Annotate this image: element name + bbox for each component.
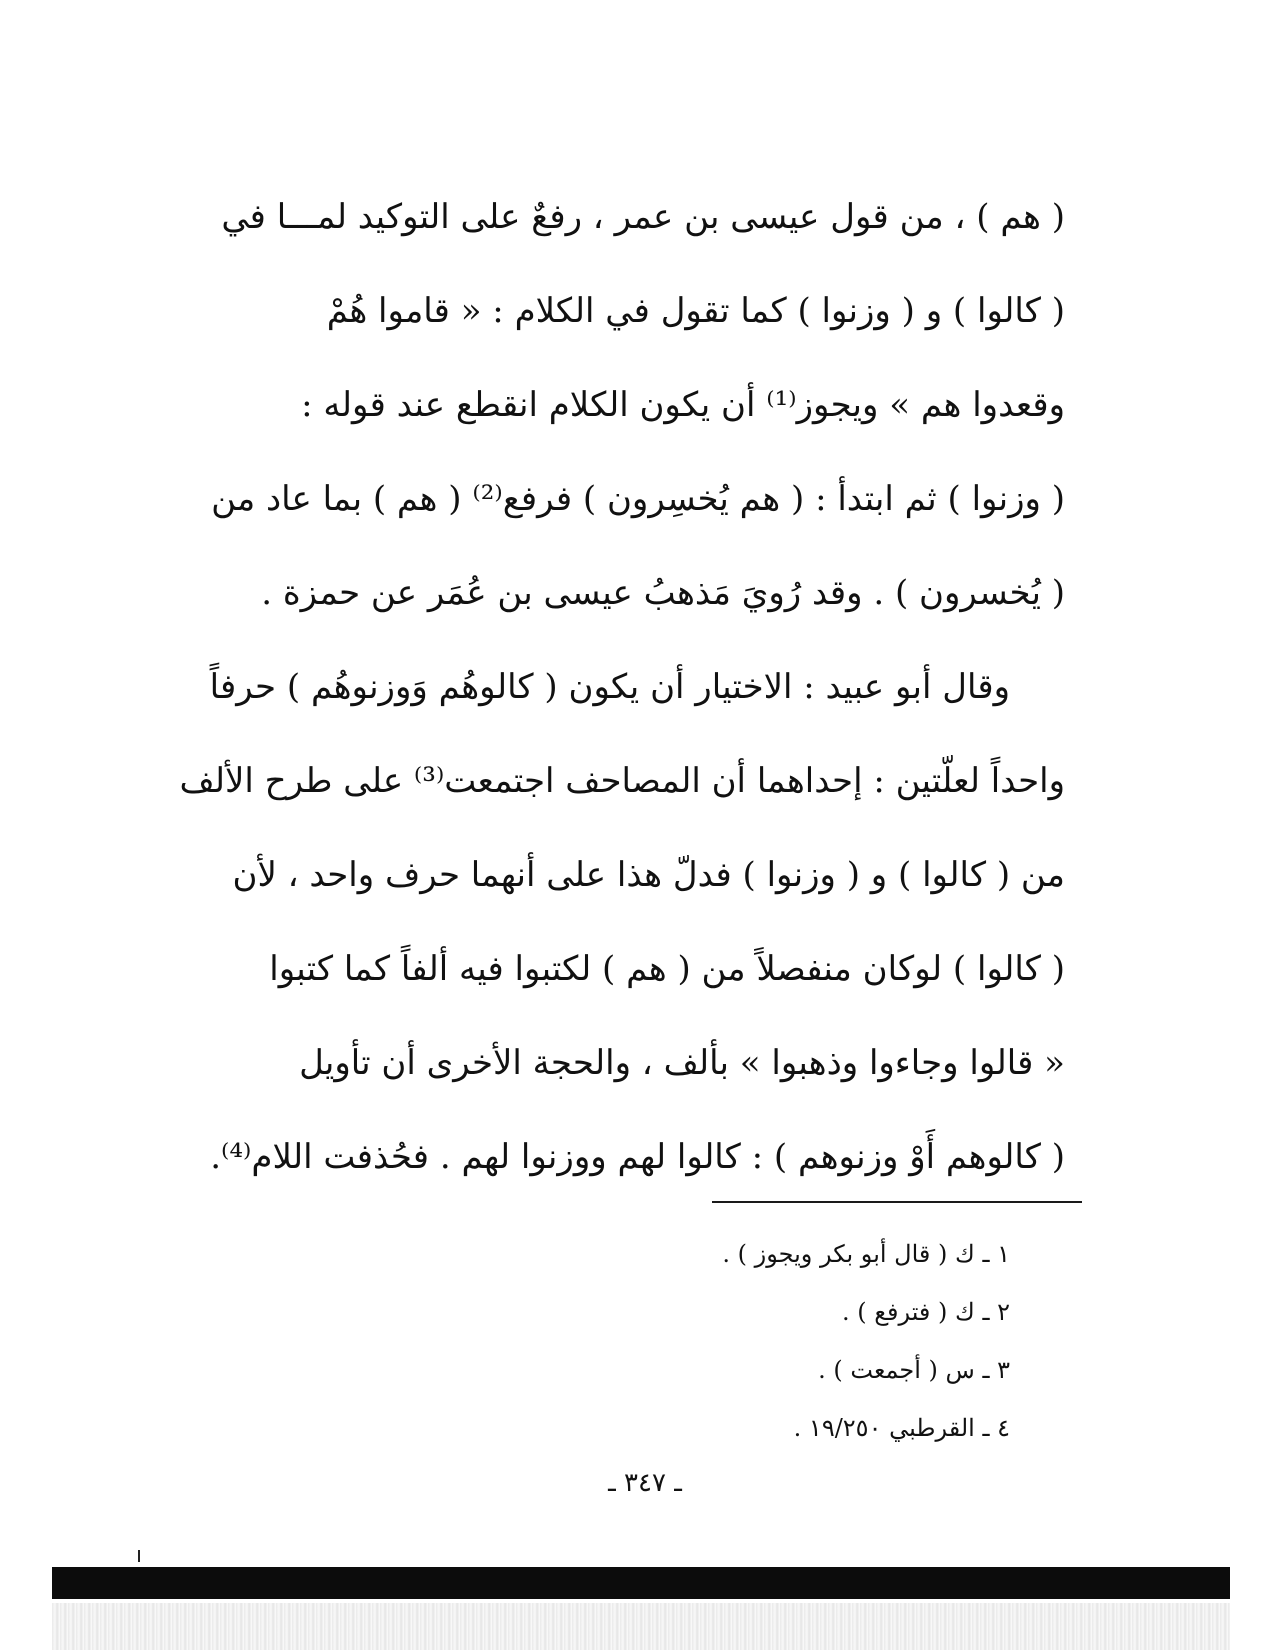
text-line: ( كالوهم أَوْ وزنوهم ) : كالوا لهم ووزنوا لهم . فحُذفت اللام⁽⁴⁾. xyxy=(210,1137,1065,1177)
text-line: من ( كالوا ) و ( وزنوا ) فدلّ هذا على أنهما حرف واحد ، لأن xyxy=(232,855,1065,895)
scan-edge-bar xyxy=(52,1567,1230,1599)
footnote-divider xyxy=(712,1201,1082,1203)
text-line: « قالوا وجاءوا وذهبوا » بألف ، والحجة الأخرى أن تأويل xyxy=(299,1043,1065,1083)
text-line: واحداً لعلّتين : إحداهما أن المصاحف اجتمعت⁽³⁾ على طرح الألف xyxy=(179,761,1065,801)
footnotes xyxy=(560,1225,1010,1457)
scan-edge-noise xyxy=(52,1603,1230,1650)
paragraph-1 xyxy=(211,170,1065,640)
paragraph-2 xyxy=(179,640,1065,1204)
text-line: ( كالوا ) و ( وزنوا ) كما تقول في الكلام : « قاموا هُمْ xyxy=(326,291,1065,331)
text-line: وقعدوا هم » ويجوز⁽¹⁾ أن يكون الكلام انقطع عند قوله : xyxy=(301,385,1065,425)
text-line: ( هم ) ، من قول عيسى بن عمر ، رفعٌ على التوكيد لمـــا في xyxy=(221,197,1065,237)
page-number: ـ ٣٤٧ ـ xyxy=(608,1468,682,1498)
text-line: ( يُخسرون ) . وقد رُويَ مَذهبُ عيسى بن عُمَر عن حمزة . xyxy=(261,573,1065,613)
text-line: ( وزنوا ) ثم ابتدأ : ( هم يُخسِرون ) فرفع⁽²⁾ ( هم ) بما عاد من xyxy=(211,479,1065,519)
footnote-1: ١ ـ ك ( قال أبو بكر ويجوز ) . xyxy=(722,1240,1010,1268)
footnote-4: ٤ ـ القرطبي ١٩/٢٥٠ . xyxy=(793,1414,1010,1442)
footnote-2: ٢ ـ ك ( فترفع ) . xyxy=(841,1298,1010,1326)
text-line: وقال أبو عبيد : الاختيار أن يكون ( كالوهُم وَوزنوهُم ) حرفاً xyxy=(209,667,1010,707)
scan-mark xyxy=(138,1550,140,1562)
text-line: ( كالوا ) لوكان منفصلاً من ( هم ) لكتبوا فيه ألفاً كما كتبوا xyxy=(269,949,1065,989)
footnote-3: ٣ ـ س ( أجمعت ) . xyxy=(818,1356,1010,1384)
